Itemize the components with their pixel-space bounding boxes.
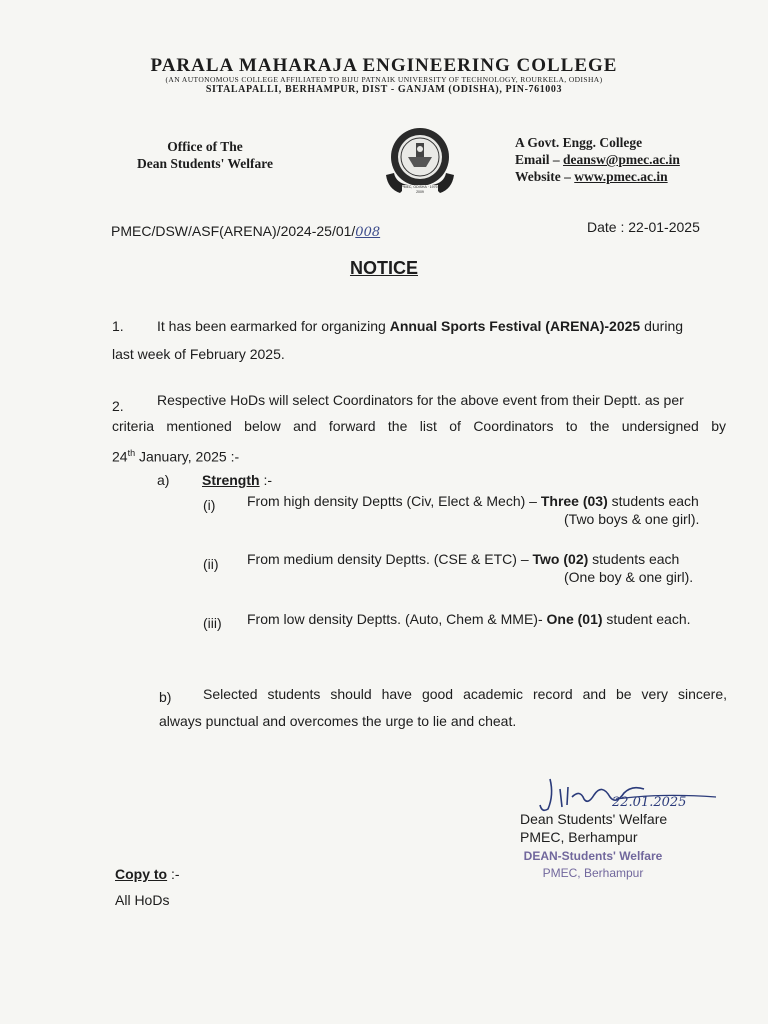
office-line2: Dean Students' Welfare bbox=[136, 156, 273, 171]
website-line: Website – www.pmec.ac.in bbox=[515, 169, 668, 184]
strength-item: From medium density Deptts. (CSE & ETC) – Two (02) students each bbox=[247, 551, 680, 567]
logo-motto: PMEC, ODISHA · 1979-2009 bbox=[401, 185, 439, 194]
para2-line2: criteria mentioned below and forward the list of Coordinators to the undersigned by bbox=[112, 418, 726, 434]
copy-to-label: Copy to :- bbox=[115, 866, 180, 882]
strength-item-num: (ii) bbox=[203, 556, 219, 572]
office-line1: Office of The bbox=[167, 139, 243, 154]
para2-line3: 24th January, 2025 :- bbox=[112, 448, 240, 465]
para-b-line1: Selected students should have good academic record and be very sincere, bbox=[203, 686, 727, 702]
strength-letter: a) bbox=[157, 472, 170, 488]
website-link[interactable]: www.pmec.ac.in bbox=[574, 169, 668, 184]
office-block bbox=[100, 138, 310, 172]
strength-item-note: (Two boys & one girl). bbox=[564, 511, 700, 527]
reference-number: PMEC/DSW/ASF(ARENA)/2024-25/01/008 bbox=[111, 223, 381, 240]
office-stamp: DEAN-Students' Welfare PMEC, Berhampur bbox=[523, 849, 663, 880]
para-b-letter: b) bbox=[159, 689, 172, 705]
notice-date: Date : 22-01-2025 bbox=[587, 219, 700, 235]
strength-item-num: (i) bbox=[203, 497, 216, 513]
para1-line1: It has been earmarked for organizing Annual Sports Festival (ARENA)-2025 during bbox=[157, 318, 684, 334]
para-b-line2: always punctual and overcomes the urge to lie and cheat. bbox=[159, 713, 517, 729]
email-link[interactable]: deansw@pmec.ac.in bbox=[563, 152, 680, 167]
college-address: SITALAPALLI, BERHAMPUR, DIST - GANJAM (ODISHA), PIN-761003 bbox=[205, 84, 563, 95]
signatory-place: PMEC, Berhampur bbox=[520, 829, 638, 845]
handwritten-serial: 008 bbox=[355, 225, 381, 240]
para2-line1: Respective HoDs will select Coordinators for the above event from their Deptt. as per bbox=[157, 392, 684, 408]
signature-date: 22.01.2025 bbox=[612, 795, 687, 810]
event-name: Annual Sports Festival (ARENA)-2025 bbox=[389, 318, 641, 334]
signatory-designation: Dean Students' Welfare bbox=[520, 811, 668, 827]
strength-item: From high density Deptts (Civ, Elect & Mech) – Three (03) students each bbox=[247, 493, 699, 509]
email-line: Email – deansw@pmec.ac.in bbox=[515, 152, 680, 167]
strength-item-num: (iii) bbox=[203, 615, 222, 631]
college-seal-logo bbox=[378, 123, 462, 197]
para1-line2: last week of February 2025. bbox=[112, 346, 285, 362]
signatory-block bbox=[520, 810, 667, 846]
notice-title: NOTICE bbox=[349, 258, 418, 278]
copy-to-recipient: All HoDs bbox=[115, 892, 170, 908]
strength-heading: Strength :- bbox=[202, 472, 273, 488]
strength-item: From low density Deptts. (Auto, Chem & MME)- One (01) student each. bbox=[247, 611, 691, 627]
para2-number: 2. bbox=[112, 398, 124, 414]
govt-college-line: A Govt. Engg. College bbox=[515, 135, 643, 150]
college-affiliation: (AN AUTONOMOUS COLLEGE AFFILIATED TO BIJU PATNAIK UNIVERSITY OF TECHNOLOGY, ROURKELA, ODISHA) bbox=[165, 75, 603, 84]
para1-number: 1. bbox=[112, 318, 124, 334]
college-name: PARALA MAHARAJA ENGINEERING COLLEGE bbox=[150, 55, 618, 76]
college-contact-block bbox=[515, 134, 680, 185]
strength-item-note: (One boy & one girl). bbox=[564, 569, 694, 585]
